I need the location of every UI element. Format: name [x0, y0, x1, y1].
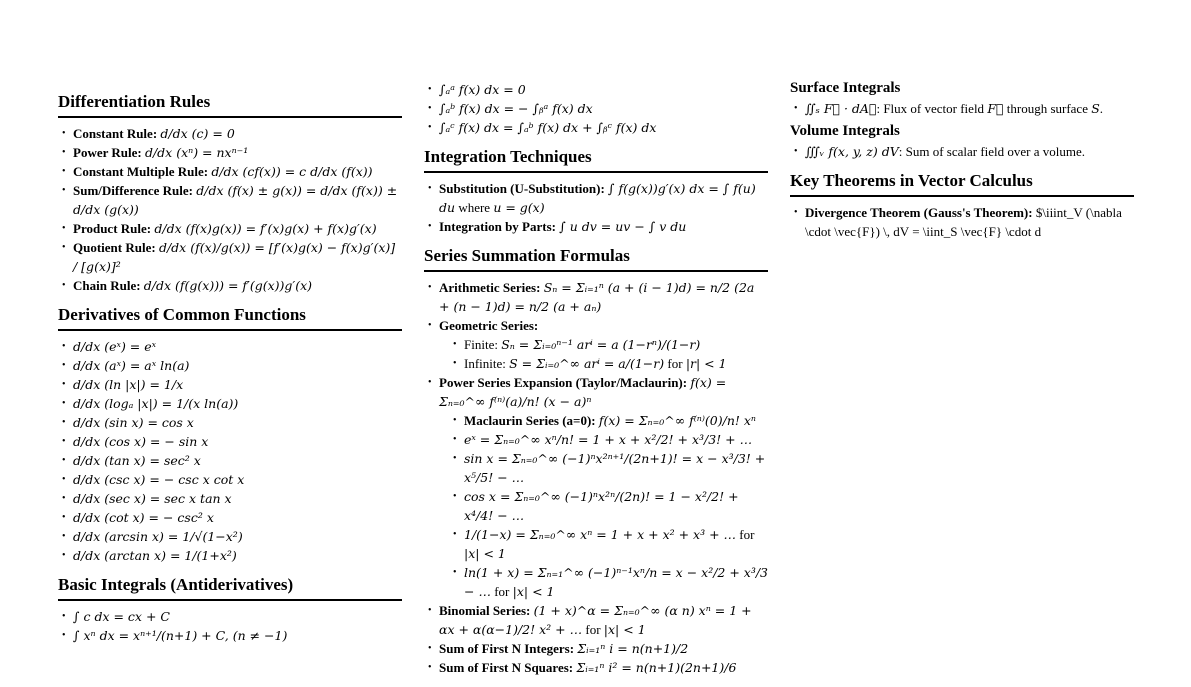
list-item: • Integration by Parts: ∫ u dv = uv − ∫ v du — [428, 217, 768, 236]
derivatives-list — [58, 337, 402, 565]
section-title-key-theorems: Key Theorems in Vector Calculus — [790, 171, 1134, 197]
list-item: • Power Rule: d/dx (xⁿ) = nxⁿ⁻¹ — [62, 143, 402, 162]
list-item: • Constant Multiple Rule: d/dx (cf(x)) = c d/dx (f(x)) — [62, 162, 402, 181]
list-item: • d/dx (tan x) = sec² x — [62, 451, 402, 470]
list-item: • Product Rule: d/dx (f(x)g(x)) = f′(x)g(x) + f(x)g′(x) — [62, 219, 402, 238]
power-series-sublist — [439, 411, 768, 601]
list-item: • Sum of First N Squares: Σᵢ₌₁ⁿ i² = n(n+1)(2n+1)/6 — [428, 658, 768, 677]
integral-properties-list — [424, 80, 768, 137]
list-item: • Constant Rule: d/dx (c) = 0 — [62, 124, 402, 143]
volume-integrals-list — [790, 142, 1134, 161]
list-item: • Chain Rule: d/dx (f(g(x))) = f′(g(x))g′(x) — [62, 276, 402, 295]
list-item: • d/dx (eˣ) = eˣ — [62, 337, 402, 356]
series-list — [424, 278, 768, 677]
list-item: • d/dx (arctan x) = 1/(1+x²) — [62, 546, 402, 565]
section-title-series-summation: Series Summation Formulas — [424, 246, 768, 272]
section-title-basic-integrals: Basic Integrals (Antiderivatives) — [58, 575, 402, 601]
list-item: • ∫ₐᵇ f(x) dx = − ∫ᵦᵃ f(x) dx — [428, 99, 768, 118]
list-item: • Binomial Series: (1 + x)^α = Σₙ₌₀^∞ (α n) xⁿ = 1 + αx + α(α−1)/2! x² + … for |x| < 1 — [428, 601, 768, 639]
surface-integrals-list — [790, 99, 1134, 118]
integration-techniques-list — [424, 179, 768, 236]
column-middle — [424, 80, 768, 687]
list-item: • ∬ₛ F⃗ · dA⃗: Flux of vector field F⃗ through surface S. — [794, 99, 1134, 118]
geometric-sublist — [439, 335, 768, 373]
list-item: • Infinite: S = Σᵢ₌₀^∞ arⁱ = a/(1−r) for |r| < 1 — [453, 354, 768, 373]
list-item: • cos x = Σₙ₌₀^∞ (−1)ⁿx²ⁿ/(2n)! = 1 − x²/2! + x⁴/4! − … — [453, 487, 768, 525]
list-item: • Geometric Series: • Finite: Sₙ = Σᵢ₌₀ⁿ⁻¹ arⁱ = a (1−rⁿ)/(1−r) • Infinite: S = Σᵢ₌₀^∞ arⁱ = a/(1−r) for |r| < 1 — [428, 316, 768, 373]
list-item: • eˣ = Σₙ₌₀^∞ xⁿ/n! = 1 + x + x²/2! + x³/3! + … — [453, 430, 768, 449]
list-item: • Power Series Expansion (Taylor/Maclaurin): f(x) = Σₙ₌₀^∞ f⁽ⁿ⁾(a)/n! (x − a)ⁿ • Maclaurin Series (a=0): f(x) = Σₙ₌₀^∞ f⁽ⁿ⁾(0)/n! xⁿ • eˣ = Σₙ₌₀^∞ xⁿ/n! = 1 + x + x²/2! + x³/3! + … • sin x = Σₙ₌₀^∞ (−1)ⁿx²ⁿ⁺¹/(2n+1)! = x − x³/3! + x⁵/5! − … • cos x = Σₙ₌₀^∞ (−1)ⁿx²ⁿ/(2n)! = 1 − x²/2! + x⁴/4! − … • 1/(1−x) = Σₙ₌₀^∞ xⁿ = 1 + x + x² + x³ + … for |x| < 1 • ln(1 + x) = Σₙ₌₁^∞ (−1)ⁿ⁻¹xⁿ/n = x − x²/2 + x³/3 − … for |x| < 1 — [428, 373, 768, 601]
list-item: • ∫ₐᶜ f(x) dx = ∫ₐᵇ f(x) dx + ∫ᵦᶜ f(x) dx — [428, 118, 768, 137]
basic-integrals-list — [58, 607, 402, 645]
section-title-differentiation-rules: Differentiation Rules — [58, 92, 402, 118]
list-item: • d/dx (aˣ) = aˣ ln(a) — [62, 356, 402, 375]
list-item: • sin x = Σₙ₌₀^∞ (−1)ⁿx²ⁿ⁺¹/(2n+1)! = x − x³/3! + x⁵/5! − … — [453, 449, 768, 487]
list-item: • d/dx (arcsin x) = 1/√(1−x²) — [62, 527, 402, 546]
list-item: • Quotient Rule: d/dx (f(x)/g(x)) = [f′(x)g(x) − f(x)g′(x)] / [g(x)]² — [62, 238, 402, 276]
list-item: • d/dx (logₐ |x|) = 1/(x ln(a)) — [62, 394, 402, 413]
list-item: • d/dx (cot x) = − csc² x — [62, 508, 402, 527]
key-theorems-list — [790, 203, 1134, 241]
list-item: • ∫ c dx = cx + C — [62, 607, 402, 626]
section-title-integration-techniques: Integration Techniques — [424, 147, 768, 173]
column-right — [790, 79, 1134, 251]
list-item: • ∫ₐᵃ f(x) dx = 0 — [428, 80, 768, 99]
list-item: • d/dx (sin x) = cos x — [62, 413, 402, 432]
list-item: • d/dx (ln |x|) = 1/x — [62, 375, 402, 394]
section-title-derivatives: Derivatives of Common Functions — [58, 305, 402, 331]
subsection-title-surface-integrals: Surface Integrals — [790, 80, 901, 96]
list-item: • Divergence Theorem (Gauss's Theorem): $\iiint_V (\nabla \cdot \vec{F}) \, dV = \iint_S \vec{F} \cdot d — [794, 203, 1134, 241]
subsection-title-volume-integrals: Volume Integrals — [790, 123, 900, 139]
list-item: • Sum of First N Integers: Σᵢ₌₁ⁿ i = n(n+1)/2 — [428, 639, 768, 658]
list-item: • Maclaurin Series (a=0): f(x) = Σₙ₌₀^∞ f⁽ⁿ⁾(0)/n! xⁿ — [453, 411, 768, 430]
differentiation-rules-list — [58, 124, 402, 295]
column-left — [58, 92, 402, 655]
list-item: • d/dx (cos x) = − sin x — [62, 432, 402, 451]
list-item: • ∫ xⁿ dx = xⁿ⁺¹/(n+1) + C, (n ≠ −1) — [62, 626, 402, 645]
list-item: • Substitution (U-Substitution): ∫ f(g(x))g′(x) dx = ∫ f(u) du where u = g(x) — [428, 179, 768, 217]
list-item: • d/dx (csc x) = − csc x cot x — [62, 470, 402, 489]
list-item: • ∭ᵥ f(x, y, z) dV: Sum of scalar field over a volume. — [794, 142, 1134, 161]
list-item: • Sum/Difference Rule: d/dx (f(x) ± g(x)) = d/dx (f(x)) ± d/dx (g(x)) — [62, 181, 402, 219]
list-item: • 1/(1−x) = Σₙ₌₀^∞ xⁿ = 1 + x + x² + x³ + … for |x| < 1 — [453, 525, 768, 563]
list-item: • Arithmetic Series: Sₙ = Σᵢ₌₁ⁿ (a + (i − 1)d) = n/2 (2a + (n − 1)d) = n/2 (a + aₙ) — [428, 278, 768, 316]
list-item: • ln(1 + x) = Σₙ₌₁^∞ (−1)ⁿ⁻¹xⁿ/n = x − x²/2 + x³/3 − … for |x| < 1 — [453, 563, 768, 601]
list-item: • Finite: Sₙ = Σᵢ₌₀ⁿ⁻¹ arⁱ = a (1−rⁿ)/(1−r) — [453, 335, 768, 354]
list-item: • d/dx (sec x) = sec x tan x — [62, 489, 402, 508]
